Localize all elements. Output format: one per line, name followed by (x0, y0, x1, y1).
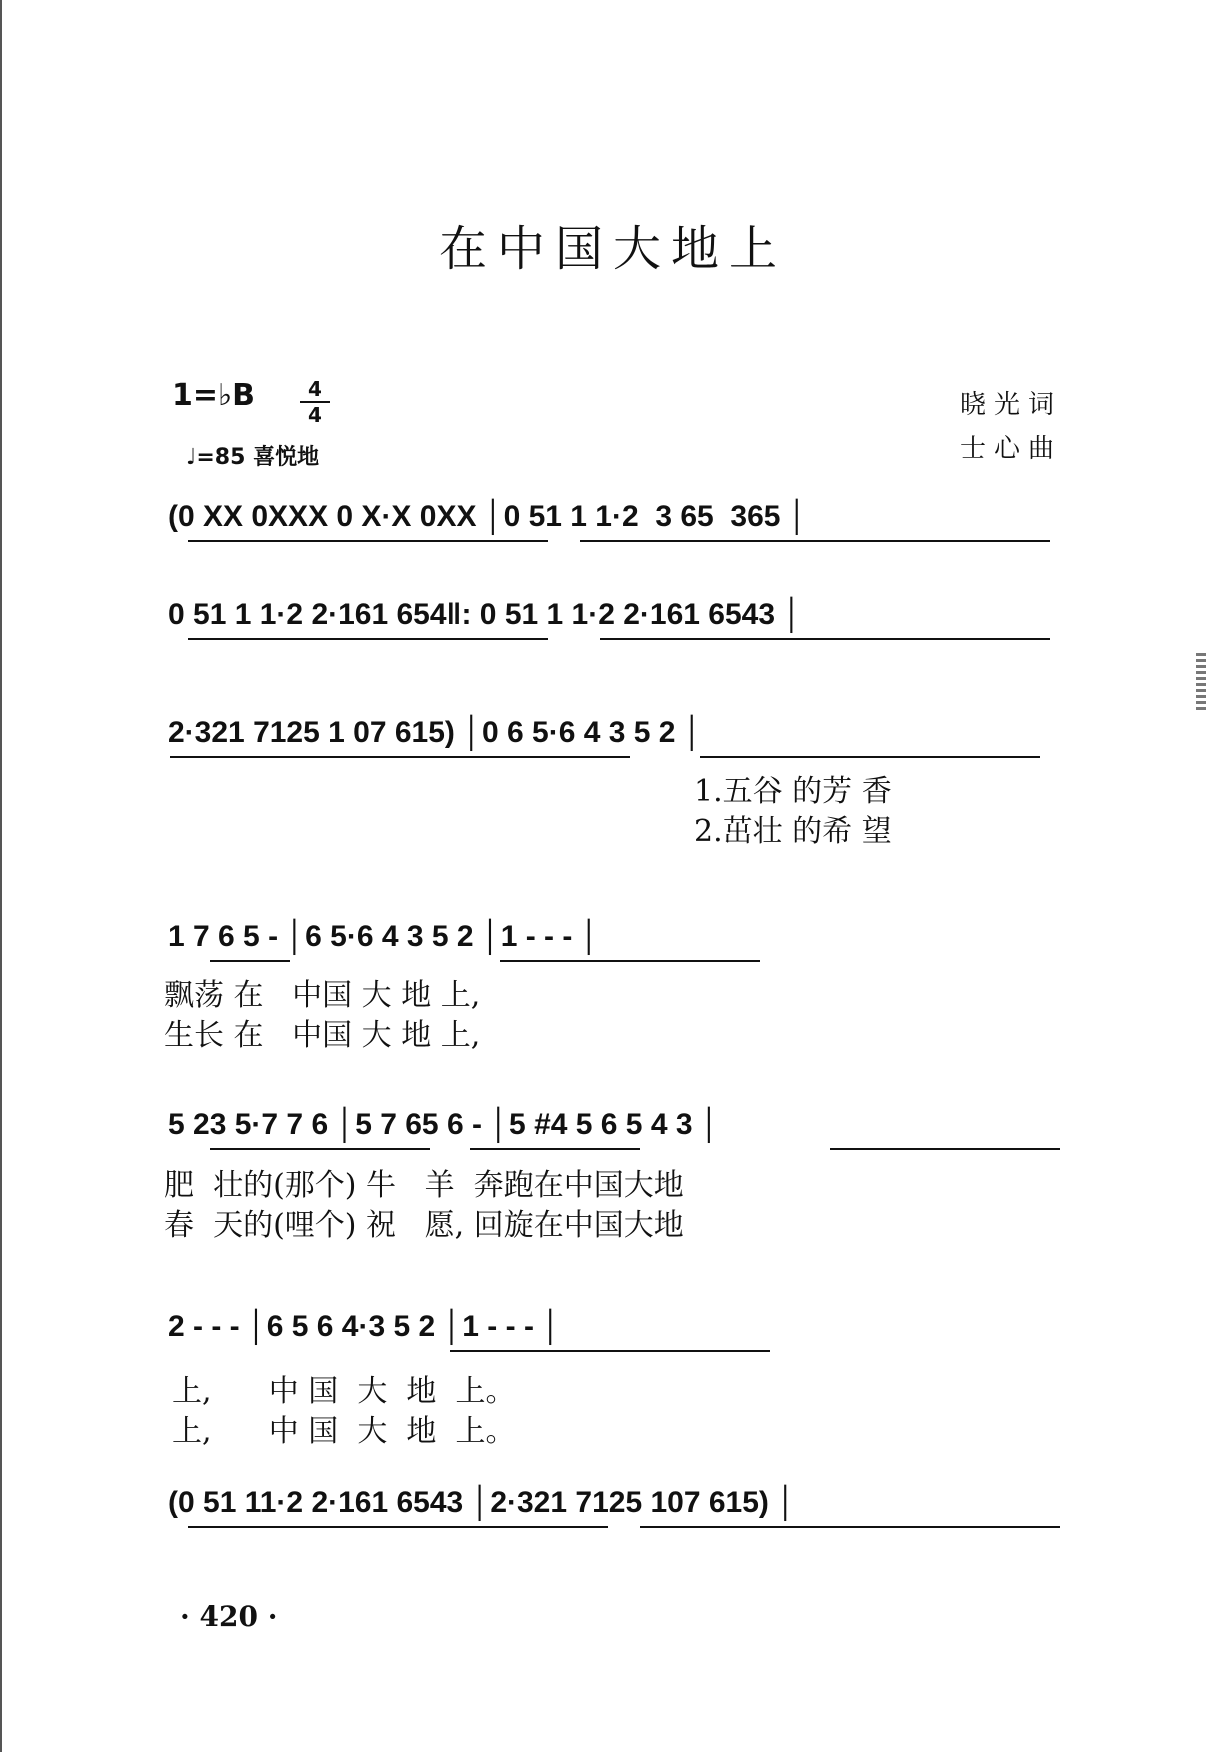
beam-underline (450, 1350, 770, 1352)
beam-underline (700, 756, 1040, 758)
beam-underline (188, 1526, 608, 1528)
beam-underline (580, 540, 1050, 542)
score-line-4: 1 7 6 5 - │6 5·6 4 3 5 2 │1 - - - │ (168, 920, 600, 953)
lyric-verse-2: 生长 在 中国 大 地 上, (164, 1018, 481, 1053)
score-line-1: (0 XX 0XXX 0 X·X 0XX │0 51 1 1·2 3 65 365 │ (168, 500, 808, 533)
beam-underline (210, 960, 290, 962)
lyric-verse-2: 春 天的(哩个) 祝 愿, 回旋在中国大地 (164, 1208, 684, 1243)
key-signature: 1=♭B (172, 378, 256, 413)
lyric-verse-1: 肥 壮的(那个) 牛 羊 奔跑在中国大地 (164, 1168, 684, 1203)
lyric-verse-1: 1.五谷 的芳 香 (694, 774, 892, 809)
beam-underline (830, 1148, 1060, 1150)
beam-underline (188, 540, 548, 542)
lyric-verse-1: 上, 中 国 大 地 上。 (172, 1374, 516, 1409)
score-line-5: 5 23 5·7 7 6 │5 7 65 6 - │5 #4 5 6 5 4 3 │ (168, 1108, 720, 1141)
lyric-verse-2: 2.茁壮 的希 望 (694, 814, 892, 849)
lyric-verse-1: 飘荡 在 中国 大 地 上, (164, 978, 481, 1013)
tempo-marking: ♩=85 喜悦地 (186, 445, 320, 470)
song-title: 在中国大地上 (438, 221, 787, 277)
score-line-3: 2·321 7125 1 07 615) │0 6 5·6 4 3 5 2 │ (168, 716, 703, 749)
time-signature (300, 378, 330, 426)
meter-bottom: 4 (308, 403, 322, 427)
meter-top: 4 (308, 377, 322, 401)
beam-underline (470, 1148, 640, 1150)
composer-credit: 士心曲 (960, 434, 1063, 464)
score-line-7: (0 51 11·2 2·161 6543 │2·321 7125 107 615) │ (168, 1486, 796, 1519)
page-number: · 420 · (180, 1600, 278, 1633)
lyricist-credit: 晓光词 (960, 390, 1063, 420)
score-line-6: 2 - - - │6 5 6 4·3 5 2 │1 - - - │ (168, 1310, 562, 1343)
beam-underline (500, 960, 760, 962)
binding-mark (1196, 650, 1206, 710)
score-line-2: 0 51 1 1·2 2·161 654‖: 0 51 1 1·2 2·161 6543 │ (168, 598, 803, 631)
beam-underline (640, 1526, 1060, 1528)
beam-underline (188, 638, 548, 640)
lyric-verse-2: 上, 中 国 大 地 上。 (172, 1414, 516, 1449)
beam-underline (170, 756, 630, 758)
beam-underline (210, 1148, 430, 1150)
beam-underline (600, 638, 1050, 640)
